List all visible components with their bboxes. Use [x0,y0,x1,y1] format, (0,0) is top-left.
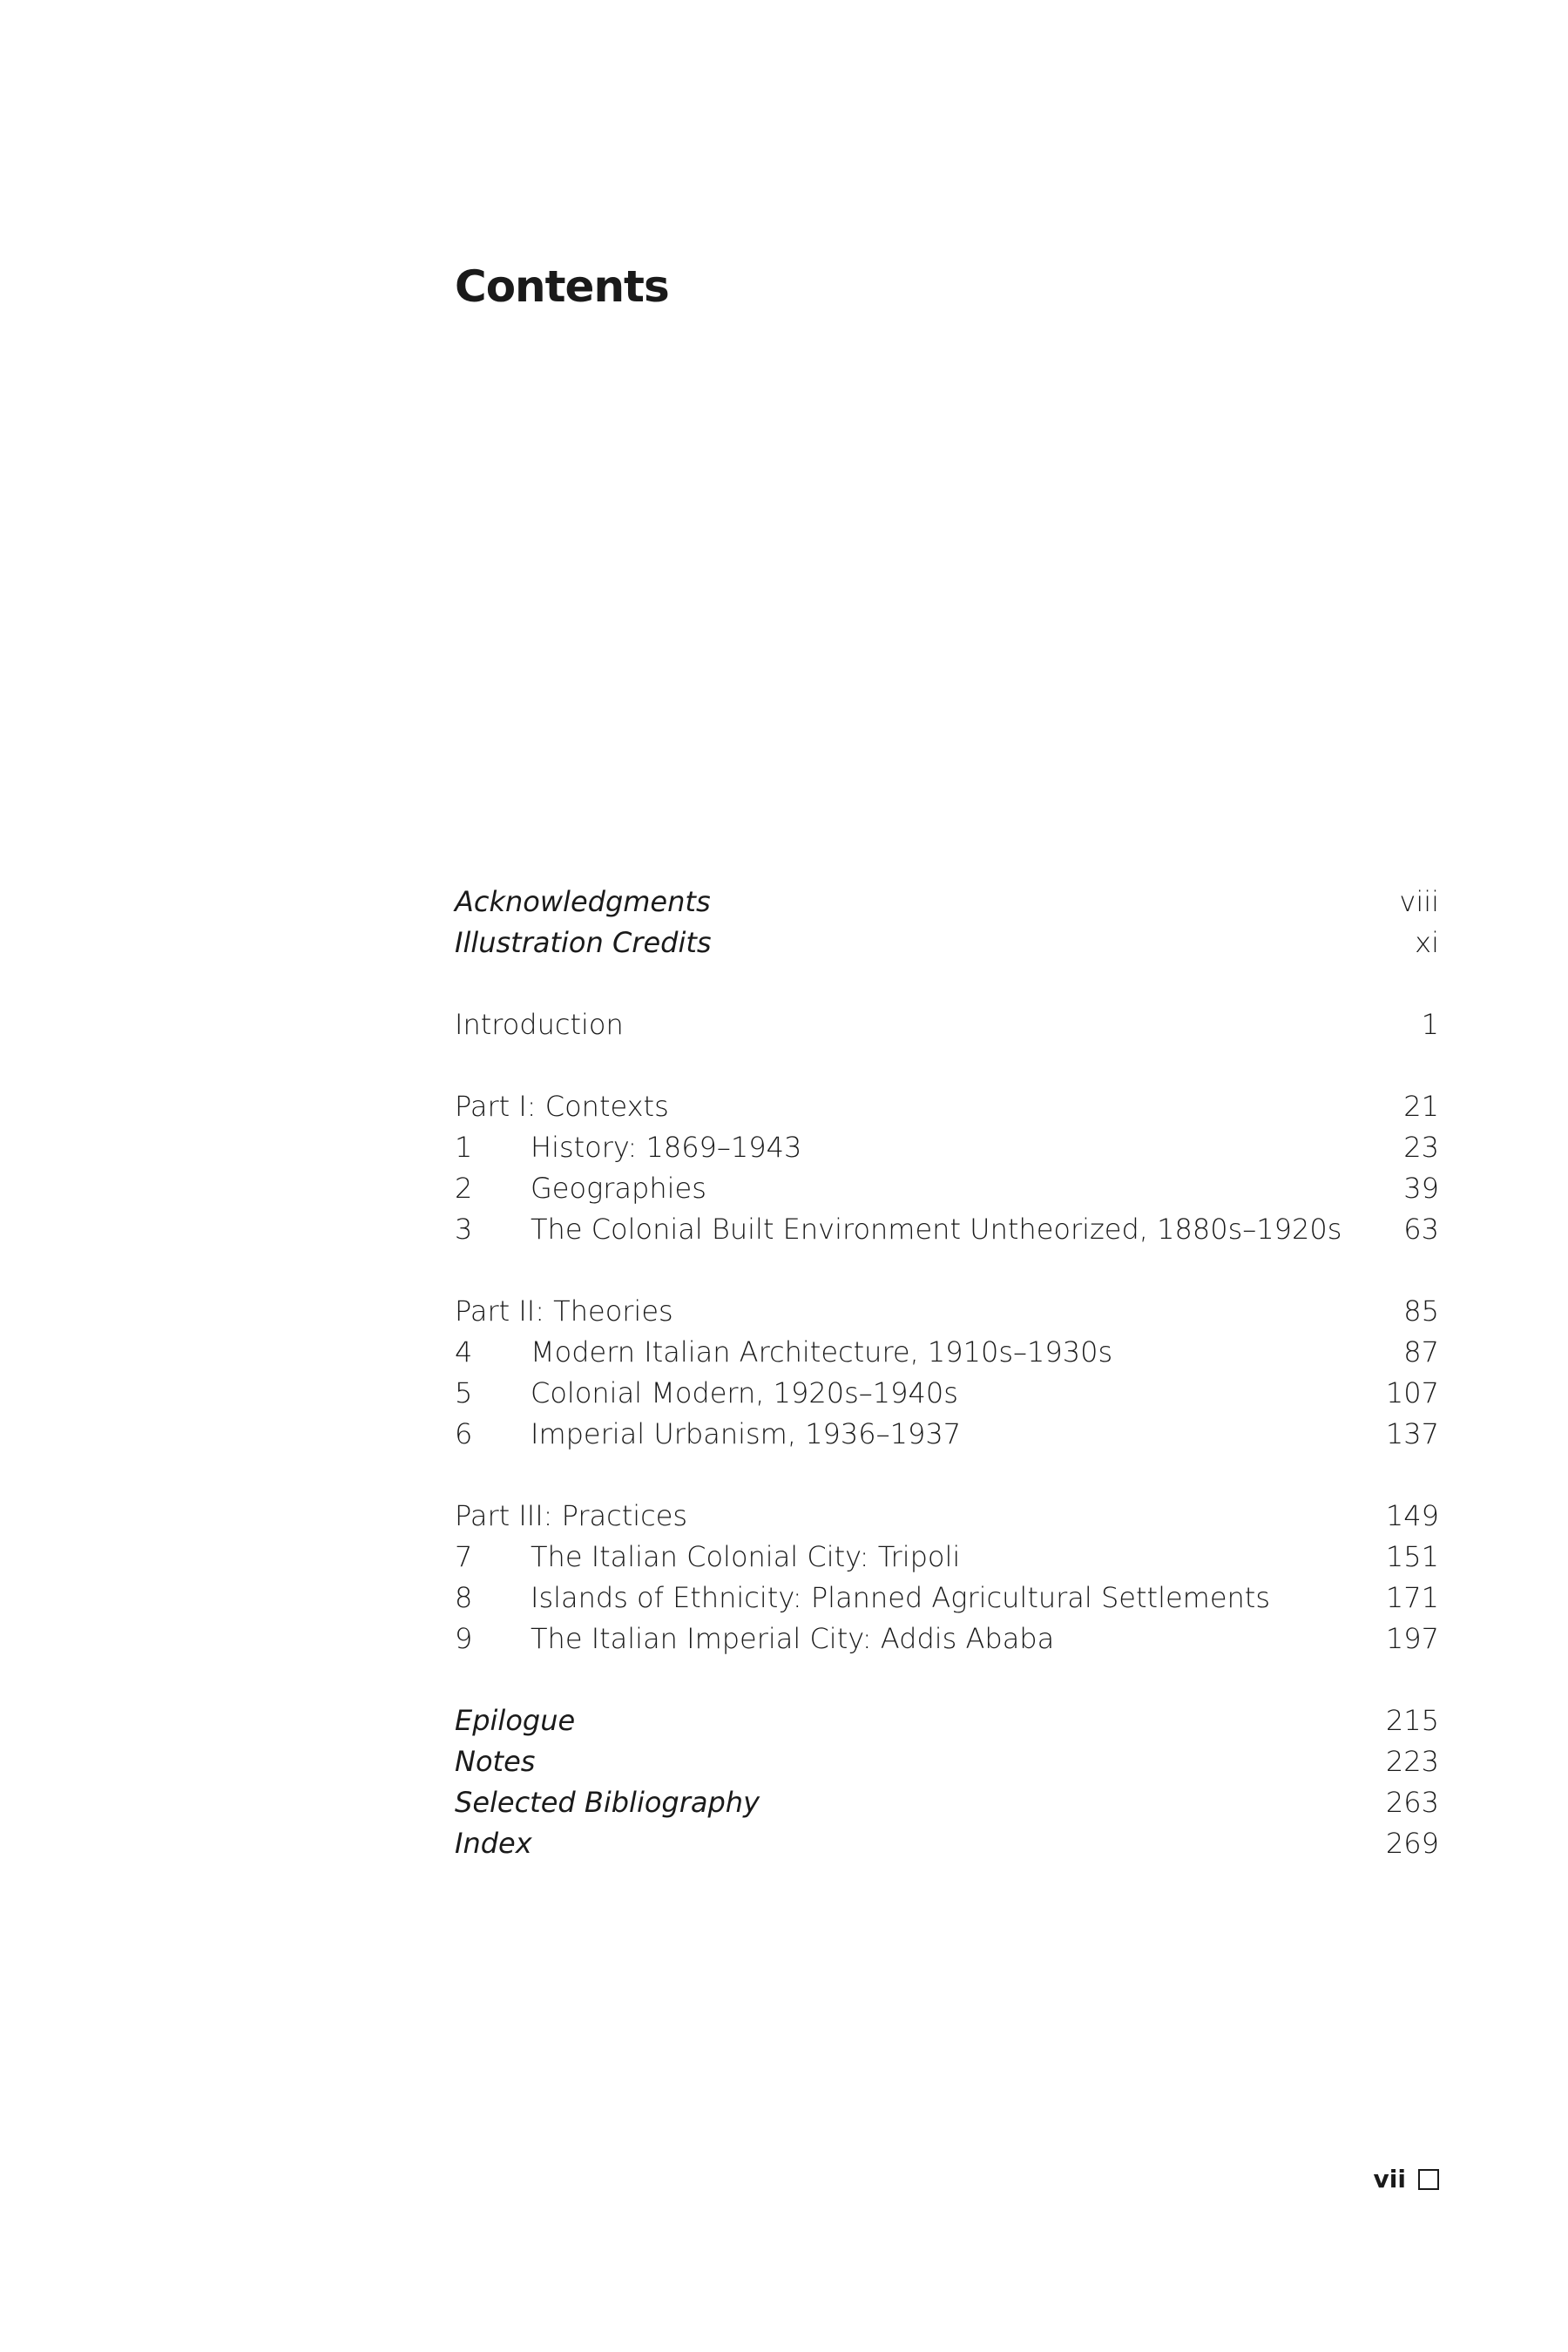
entry-page-number: 197 [1385,1622,1439,1655]
entry-title: Part II: Theories [455,1294,673,1328]
chapter-number: 6 [455,1417,473,1450]
toc-entry [455,1127,1439,1168]
entry-page-number: 137 [1385,1417,1439,1450]
chapter-number: 1 [455,1131,473,1164]
entry-page-number: 1 [1421,1008,1439,1041]
entry-page-number: 21 [1403,1090,1439,1123]
chapter-number: 9 [455,1622,473,1655]
toc-group [455,1700,1439,1864]
table-of-contents [455,882,1439,1905]
toc-entry [455,1291,1439,1332]
toc-entry [455,882,1439,923]
chapter-number: 8 [455,1581,473,1614]
entry-page-number: 223 [1385,1745,1439,1778]
page-number: vii [1373,2165,1406,2193]
entry-title: Illustration Credits [455,926,712,959]
entry-title: Part I: Contexts [455,1090,669,1123]
toc-entry [455,1782,1439,1823]
toc-entry [455,1332,1439,1373]
entry-title: Imperial Urbanism, 1936–1937 [531,1417,962,1450]
entry-title: Colonial Modern, 1920s–1940s [531,1376,958,1409]
chapter-number: 4 [455,1335,473,1369]
entry-page-number: 171 [1385,1581,1439,1614]
toc-group [455,1291,1439,1455]
toc-entry [455,923,1439,963]
entry-page-number: xi [1415,926,1439,959]
toc-entry [455,1700,1439,1741]
toc-entry [455,1578,1439,1619]
entry-title: Selected Bibliography [455,1786,760,1819]
toc-group [455,1004,1439,1045]
entry-page-number: 149 [1385,1499,1439,1532]
toc-entry [455,1209,1439,1250]
entry-page-number: 87 [1403,1335,1439,1369]
toc-entry [455,1168,1439,1209]
page-title: Contents [455,261,669,312]
toc-entry [455,1004,1439,1045]
entry-page-number: 107 [1385,1376,1439,1409]
entry-page-number: viii [1399,885,1439,918]
entry-title: History: 1869–1943 [531,1131,802,1164]
chapter-number: 3 [455,1213,473,1246]
entry-title: Part III: Practices [455,1499,688,1532]
entry-page-number: 215 [1385,1704,1439,1737]
entry-title: The Italian Colonial City: Tripoli [531,1540,961,1573]
toc-entry [455,1741,1439,1782]
entry-page-number: 269 [1385,1827,1439,1860]
entry-page-number: 263 [1385,1786,1439,1819]
entry-title: Modern Italian Architecture, 1910s–1930s [531,1335,1113,1369]
toc-entry [455,1619,1439,1659]
entry-title: Geographies [531,1172,706,1205]
chapter-number: 5 [455,1376,473,1409]
toc-entry [455,1823,1439,1864]
toc-entry [455,1496,1439,1537]
entry-title: Epilogue [455,1704,576,1737]
entry-title: Notes [455,1745,536,1778]
page-folio [1374,2165,1439,2193]
toc-entry [455,1373,1439,1414]
toc-group [455,1086,1439,1250]
toc-group [455,882,1439,963]
entry-page-number: 151 [1385,1540,1439,1573]
toc-group [455,1496,1439,1659]
entry-title: Acknowledgments [455,885,711,918]
entry-page-number: 63 [1403,1213,1439,1246]
entry-title: The Italian Imperial City: Addis Ababa [531,1622,1055,1655]
toc-entry [455,1537,1439,1578]
chapter-number: 2 [455,1172,473,1205]
entry-page-number: 39 [1403,1172,1439,1205]
entry-title: Introduction [455,1008,624,1041]
entry-title: Islands of Ethnicity: Planned Agricultural Settlements [531,1581,1270,1614]
toc-entry [455,1086,1439,1127]
entry-page-number: 85 [1403,1294,1439,1328]
entry-page-number: 23 [1403,1131,1439,1164]
chapter-number: 7 [455,1540,473,1573]
toc-entry [455,1414,1439,1455]
entry-title: The Colonial Built Environment Untheorized, 1880s–1920s [531,1213,1342,1246]
entry-title: Index [455,1827,532,1860]
square-icon [1418,2169,1439,2190]
